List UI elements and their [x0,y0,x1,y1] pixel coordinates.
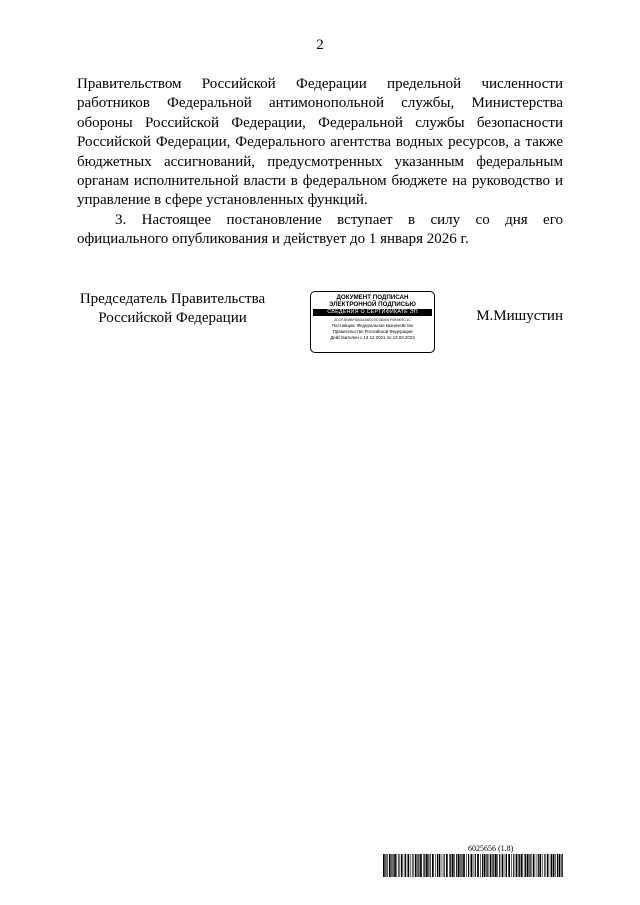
stamp-owner: Правительство Российской Федерации [332,329,413,334]
signatory-title [70,290,275,328]
barcode-bar [561,854,562,877]
barcode-bar [461,854,462,877]
barcode-bar [426,854,428,877]
barcode-bar [432,854,434,877]
barcode-bar [482,854,483,877]
body-paragraph: 3. Настоящее постановление вступает в силу со дня его официального опубликования и действует до 1 января 2026 г. [77,211,563,248]
barcode-bar [442,854,443,877]
barcode-bar [439,854,441,877]
barcode-bar [404,854,405,877]
barcode-bar [420,854,422,877]
barcode-bar [423,854,424,877]
barcode-bar [417,854,418,877]
stamp-certificate-bar: СВЕДЕНИЯ О СЕРТИФИКАТЕ ЭП [313,309,432,316]
barcode-bar [536,854,537,877]
barcode-bar [539,854,541,877]
barcode-bar [495,854,497,877]
barcode-bar [398,854,399,877]
barcode-bar [544,854,545,877]
stamp-supplier: Поставщик: Федеральное казначейство [331,323,414,328]
barcode-bar [468,854,469,877]
barcode-bar [480,854,481,877]
barcode-bar [524,854,525,877]
barcode-bar [471,854,473,877]
barcode-bar [529,854,530,877]
barcode-bar [385,854,386,877]
barcode [383,854,563,877]
barcode-bar [446,854,448,877]
barcode-bar [490,854,492,877]
barcode-bar [405,854,406,877]
barcode-bar [475,854,476,877]
stamp-certificate-number: 2D1F3E6BF8AD4A6D70C0A591F0B9E5C1C [333,318,412,322]
barcode-bar [533,854,535,877]
barcode-bar [486,854,487,877]
barcode-bar [511,854,512,877]
barcode-bar [551,854,552,877]
barcode-bar [435,854,436,877]
barcode-bar [424,854,425,877]
barcode-bar [484,854,486,877]
barcode-bar [553,854,555,877]
barcode-bar [473,854,474,877]
barcode-bar [394,854,396,877]
barcode-bar [466,854,467,877]
barcode-bar [430,854,431,877]
document-code: 6025656 (1.8) [468,844,514,853]
barcode-bar [460,854,461,877]
barcode-bar [401,854,403,877]
signatory-title-line: Председатель Правительства [79,291,266,307]
barcode-bar [392,854,393,877]
barcode-bar [516,854,518,877]
barcode-bar [559,854,561,877]
barcode-bar [555,854,556,877]
barcode-bar [458,854,460,877]
signer-name: М.Мишустин [476,308,563,324]
stamp-validity: Действителен с 13.12.2021 по 13.03.2023 [330,335,415,340]
barcode-bar [502,854,504,877]
barcode-bar [519,854,520,877]
barcode-bar [487,854,488,877]
barcode-bar [428,854,429,877]
barcode-bar [454,854,455,877]
barcode-bar [450,854,451,877]
barcode-bar [557,854,558,877]
body-paragraph: Правительством Российской Федерации предельной численности работников Федеральной антимонопольной службы, Министерства обороны Российской Федерации, Федеральной службы безопасности Российской Федерации, Федерального агентства водных ресурсов, а также бюджетных ассигнований, предусмотренных указанным федеральным органам исполнительной власти в федеральном бюджете на руководство и управление в сфере установленных функций. [77,76,563,209]
barcode-bar [562,854,563,877]
document-body [77,75,563,250]
barcode-bar [444,854,445,877]
barcode-bar [518,854,519,877]
stamp-heading-line: ДОКУМЕНТ ПОДПИСАН [336,294,409,301]
barcode-bar [508,854,510,877]
barcode-bar [521,854,523,877]
barcode-bar [525,854,526,877]
signatory-title-line: Российской Федерации [98,310,247,326]
barcode-bar [505,854,506,877]
barcode-bar [542,854,543,877]
barcode-bar [383,854,385,877]
page-number: 2 [316,37,324,53]
stamp-heading-line: ЭЛЕКТРОННОЙ ПОДПИСЬЮ [329,301,416,308]
barcode-bar [415,854,417,877]
barcode-bar [497,854,498,877]
stamp-heading [311,294,434,308]
barcode-bar [391,854,392,877]
barcode-bar [452,854,454,877]
barcode-bar [547,854,549,877]
barcode-bar [463,854,465,877]
barcode-bar [499,854,500,877]
barcode-bar [449,854,450,877]
barcode-bar [418,854,419,877]
barcode-bar [506,854,507,877]
barcode-bar [513,854,514,877]
barcode-bar [477,854,479,877]
electronic-signature-stamp [310,291,435,353]
barcode-bar [408,854,410,877]
barcode-bar [387,854,388,877]
barcode-bar [527,854,529,877]
barcode-bar [493,854,494,877]
barcode-bar [530,854,531,877]
barcode-bar [397,854,398,877]
barcode-bar [411,854,412,877]
barcode-bar [412,854,413,877]
barcode-bar [437,854,438,877]
barcode-bar [389,854,391,877]
barcode-bar [456,854,457,877]
barcode-bar [538,854,539,877]
barcode-bar [550,854,551,877]
barcode-bar [492,854,493,877]
